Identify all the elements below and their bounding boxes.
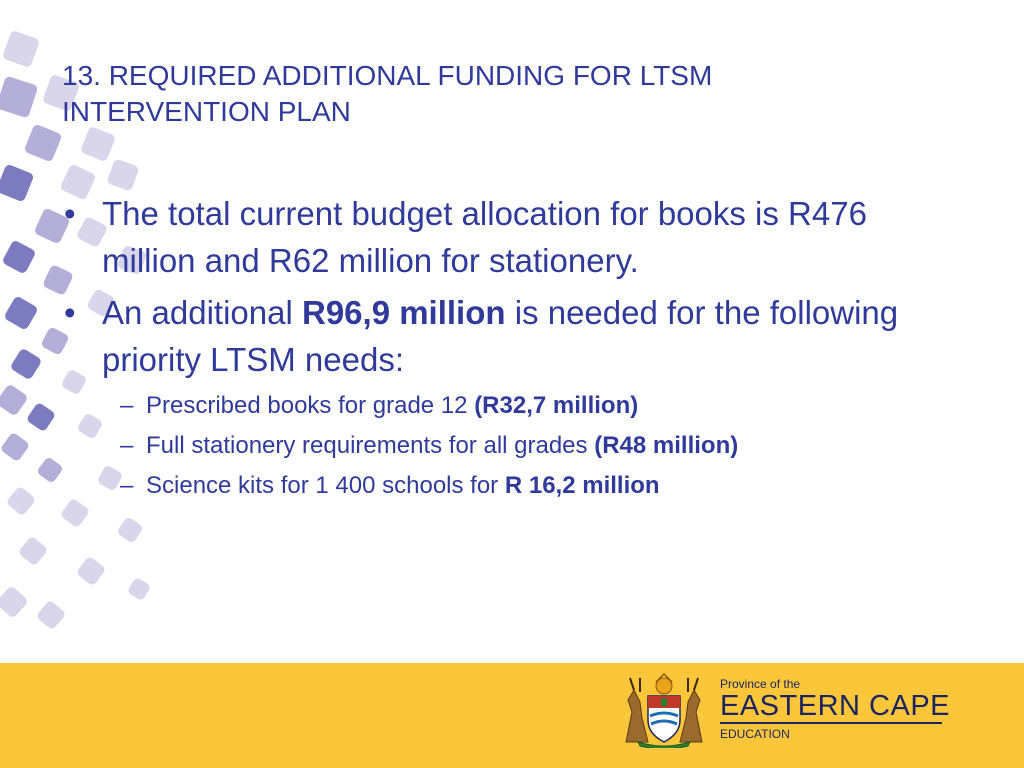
eastern-cape-logo [720,677,950,741]
decor-tile [116,516,144,544]
decor-tile [76,556,107,587]
decor-tile [1,239,36,274]
sub-point-1 [62,388,962,423]
dash-icon: – [120,392,134,419]
bullet-point-1 [62,190,962,284]
sub-point-3-text: Science kits for 1 400 schools for [146,472,505,499]
decor-tile [23,123,62,162]
decor-tile [80,126,116,162]
sub-point-3-bold-amount: R 16,2 million [504,472,660,499]
decor-tile [106,158,139,191]
sub-point-2-text: Full stationery requirements for all grades [146,432,595,459]
bullet-point-2 [62,289,962,383]
sub-point-1-text: Prescribed books for grade 12 [146,392,475,419]
logo-education: EDUCATION [720,727,790,741]
decor-tile [3,295,39,331]
decor-tile [0,432,30,463]
title-line-1: 13. REQUIRED ADDITIONAL FUNDING FOR LTSM [62,60,713,91]
coat-of-arms-icon [618,672,710,748]
decor-tile [127,577,152,602]
sub-point-3 [62,468,962,503]
bullet-point-2-text-before: An additional [102,294,302,331]
dash-icon: – [120,432,134,459]
bullet-icon: • [64,294,76,331]
sub-point-2 [62,428,962,463]
dash-icon: – [120,472,134,499]
sub-point-2-bold-amount: (R48 million) [594,432,739,459]
decor-tile [2,30,40,68]
title-line-2: INTERVENTION PLAN [62,96,351,127]
decor-tile [36,600,67,631]
logo-divider [720,722,942,724]
logo-eastern-cape: EASTERN CAPE [720,690,950,722]
decor-tile [0,585,29,619]
slide-title [62,58,962,130]
slide-body [62,190,962,503]
decor-tile [0,383,29,416]
decor-tile [26,402,57,433]
bullet-icon: • [64,195,76,232]
logo-province-label: Province of the [720,677,801,691]
bullet-point-1-text: The total current budget allocation for books is R476 million and R62 million for stationery. [102,195,867,279]
bullet-point-2-text-after: is needed for the following priority LTSM needs: [102,294,899,378]
bullet-point-2-bold-amount: R96,9 million [301,294,506,331]
decor-tile [6,486,37,517]
decor-tile [9,347,42,380]
decor-tile [36,456,64,484]
decor-tile [0,76,38,119]
decor-tile [18,536,49,567]
decor-tile [0,163,35,202]
sub-point-1-bold-amount: (R32,7 million) [474,392,639,419]
